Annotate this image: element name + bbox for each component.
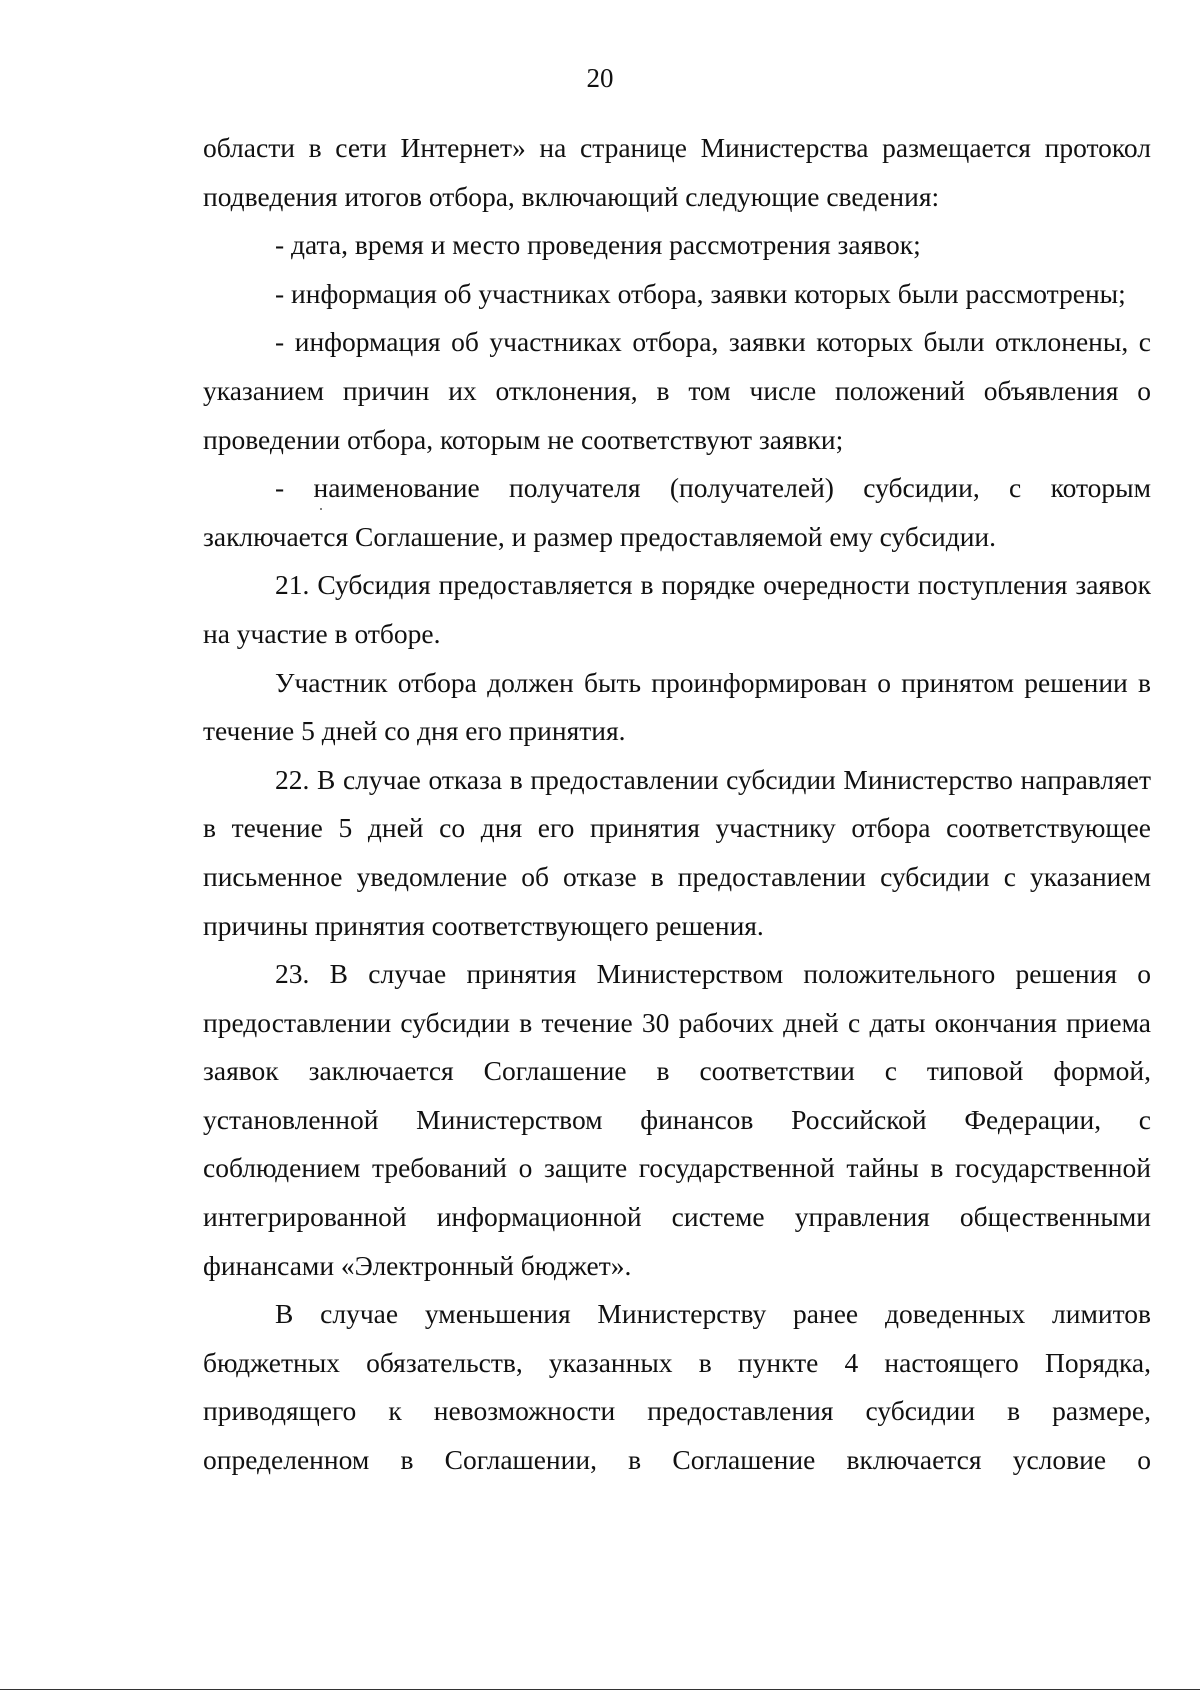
scan-speck — [320, 508, 322, 510]
list-item-date-time-place: - дата, время и место проведения рассмотрения заявок; — [275, 229, 921, 261]
clause-22: 22. В случае отказа в предоставлении субсидии Министерство направляет в течение 5 дней со дня его принятия участнику отбора соответствующее письменное уведомление об отказе в предоставлении субсидии с указанием причины принятия соответствующего решения. — [203, 763, 1151, 941]
clause-21: 21. Субсидия предоставляется в порядке очередности поступления заявок на участие в отборе. — [203, 569, 1151, 649]
paragraph-protocol-intro: области в сети Интернет» на странице Министерства размещается протокол подведения итогов отбора, включающий следующие сведения: — [203, 132, 1151, 212]
clause-23: 23. В случае принятия Министерством положительного решения о предоставлении субсидии в течение 30 рабочих дней с даты окончания приема заявок заключается Соглашение в соответствии с типовой формой, установленной Министерством финансов Российской Федерации, с соблюдением требований о защите государственной тайны в государственной интегрированной информационной системе управления общественными финансами «Электронный бюджет». — [203, 958, 1151, 1281]
list-item-recipient-name: - наименование получателя (получателей) субсидии, с которым заключается Соглашение, и размер предоставляемой ему субсидии. — [203, 472, 1151, 552]
list-item-rejected-participants: - информация об участниках отбора, заявки которых были отклонены, с указанием причин их отклонения, в том числе положений объявления о проведении отбора, которым не соответствуют заявки; — [203, 326, 1151, 455]
paragraph-participant-notification: Участник отбора должен быть проинформирован о принятом решении в течение 5 дней со дня его принятия. — [203, 666, 1151, 747]
page-number: 20 — [586, 63, 614, 93]
paragraph-limits-reduction: В случае уменьшения Министерству ранее доведенных лимитов бюджетных обязательств, указанных в пункте 4 настоящего Порядка, приводящего к невозможности предоставления субсидии в размере, определенном в Соглашении, в Соглашение включается условие о — [203, 1298, 1151, 1476]
scan-edge-line — [0, 1689, 1200, 1690]
document-body — [203, 124, 1151, 1485]
list-item-reviewed-participants: - информация об участниках отбора, заявки которых были рассмотрены; — [275, 277, 1126, 309]
